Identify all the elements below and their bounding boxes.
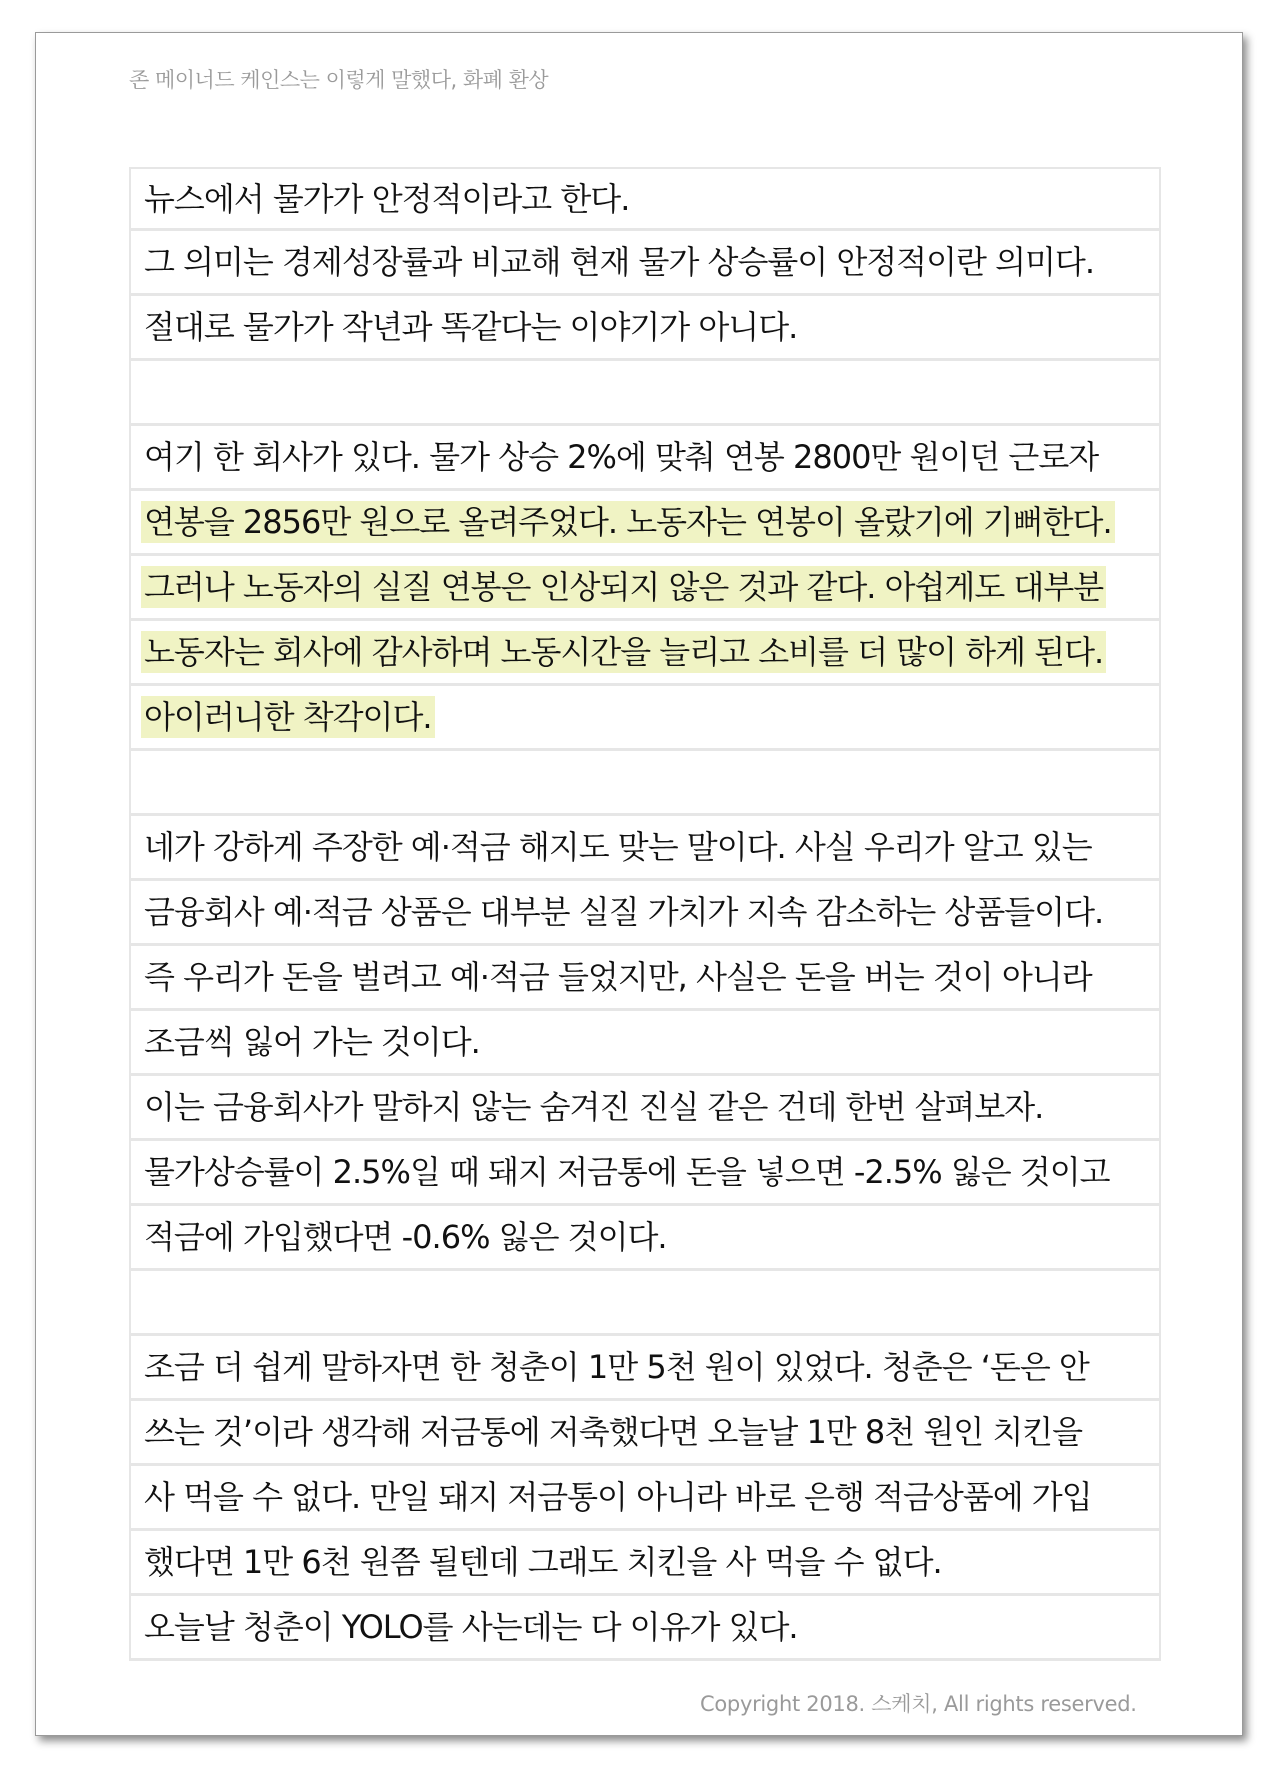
text-line <box>131 1206 1159 1271</box>
text-line <box>131 1336 1159 1401</box>
text-line <box>131 816 1159 881</box>
line-text: 아이러니한 착각이다. <box>141 696 435 738</box>
text-line <box>131 1401 1159 1466</box>
line-text: 금융회사 예·적금 상품은 대부분 실질 가치가 지속 감소하는 상품들이다. <box>144 893 1104 931</box>
text-line <box>131 881 1159 946</box>
text-line <box>131 1011 1159 1076</box>
text-line <box>131 1596 1159 1661</box>
text-line <box>131 1466 1159 1531</box>
line-text: 사 먹을 수 없다. 만일 돼지 저금통이 아니라 바로 은행 적금상품에 가입 <box>144 1478 1092 1516</box>
text-line <box>131 686 1159 751</box>
line-text: 그러나 노동자의 실질 연봉은 인상되지 않은 것과 같다. 아쉽게도 대부분 <box>141 566 1106 608</box>
text-line <box>131 946 1159 1011</box>
text-line <box>131 231 1159 296</box>
line-text: 조금 더 쉽게 말하자면 한 청춘이 1만 5천 원이 있었다. 청춘은 ‘돈은 안 <box>144 1348 1089 1386</box>
copyright-notice: Copyright 2018. 스케치, All rights reserved. <box>700 1692 1137 1716</box>
line-text: 쓰는 것’이라 생각해 저금통에 저축했다면 오늘날 1만 8천 원인 치킨을 <box>144 1413 1083 1451</box>
text-line <box>131 491 1159 556</box>
text-line <box>131 426 1159 491</box>
line-text: 물가상승률이 2.5%일 때 돼지 저금통에 돈을 넣으면 -2.5% 잃은 것이고 <box>144 1153 1110 1191</box>
line-text: 했다면 1만 6천 원쯤 될텐데 그래도 치킨을 사 먹을 수 없다. <box>144 1543 942 1581</box>
line-text: 즉 우리가 돈을 벌려고 예·적금 들었지만, 사실은 돈을 버는 것이 아니라 <box>144 958 1092 996</box>
line-text: 조금씩 잃어 가는 것이다. <box>144 1023 480 1061</box>
text-line <box>131 1531 1159 1596</box>
text-line <box>131 556 1159 621</box>
line-text: 그 의미는 경제성장률과 비교해 현재 물가 상승률이 안정적이란 의미다. <box>144 243 1094 281</box>
lined-text-area <box>129 167 1161 1661</box>
line-text: 절대로 물가가 작년과 똑같다는 이야기가 아니다. <box>144 308 798 346</box>
page-header-title: 존 메이너드 케인스는 이렇게 말했다, 화폐 환상 <box>129 68 549 92</box>
line-text: 여기 한 회사가 있다. 물가 상승 2%에 맞춰 연봉 2800만 원이던 근로자 <box>144 438 1099 476</box>
blank-line <box>131 1271 1159 1336</box>
line-text: 연봉을 2856만 원으로 올려주었다. 노동자는 연봉이 올랐기에 기뻐한다. <box>141 501 1115 543</box>
text-line <box>131 621 1159 686</box>
line-text: 네가 강하게 주장한 예·적금 해지도 맞는 말이다. 사실 우리가 알고 있는 <box>144 828 1092 866</box>
line-text: 이는 금융회사가 말하지 않는 숨겨진 진실 같은 건데 한번 살펴보자. <box>144 1088 1044 1126</box>
line-text: 적금에 가입했다면 -0.6% 잃은 것이다. <box>144 1218 667 1256</box>
line-text: 노동자는 회사에 감사하며 노동시간을 늘리고 소비를 더 많이 하게 된다. <box>141 631 1106 673</box>
text-line <box>131 169 1159 231</box>
text-line <box>131 1076 1159 1141</box>
line-text: 오늘날 청춘이 YOLO를 사는데는 다 이유가 있다. <box>144 1608 798 1646</box>
blank-line <box>131 361 1159 426</box>
blank-line <box>131 751 1159 816</box>
document-page <box>35 32 1243 1736</box>
text-line <box>131 1141 1159 1206</box>
line-text: 뉴스에서 물가가 안정적이라고 한다. <box>144 179 630 218</box>
text-line <box>131 296 1159 361</box>
